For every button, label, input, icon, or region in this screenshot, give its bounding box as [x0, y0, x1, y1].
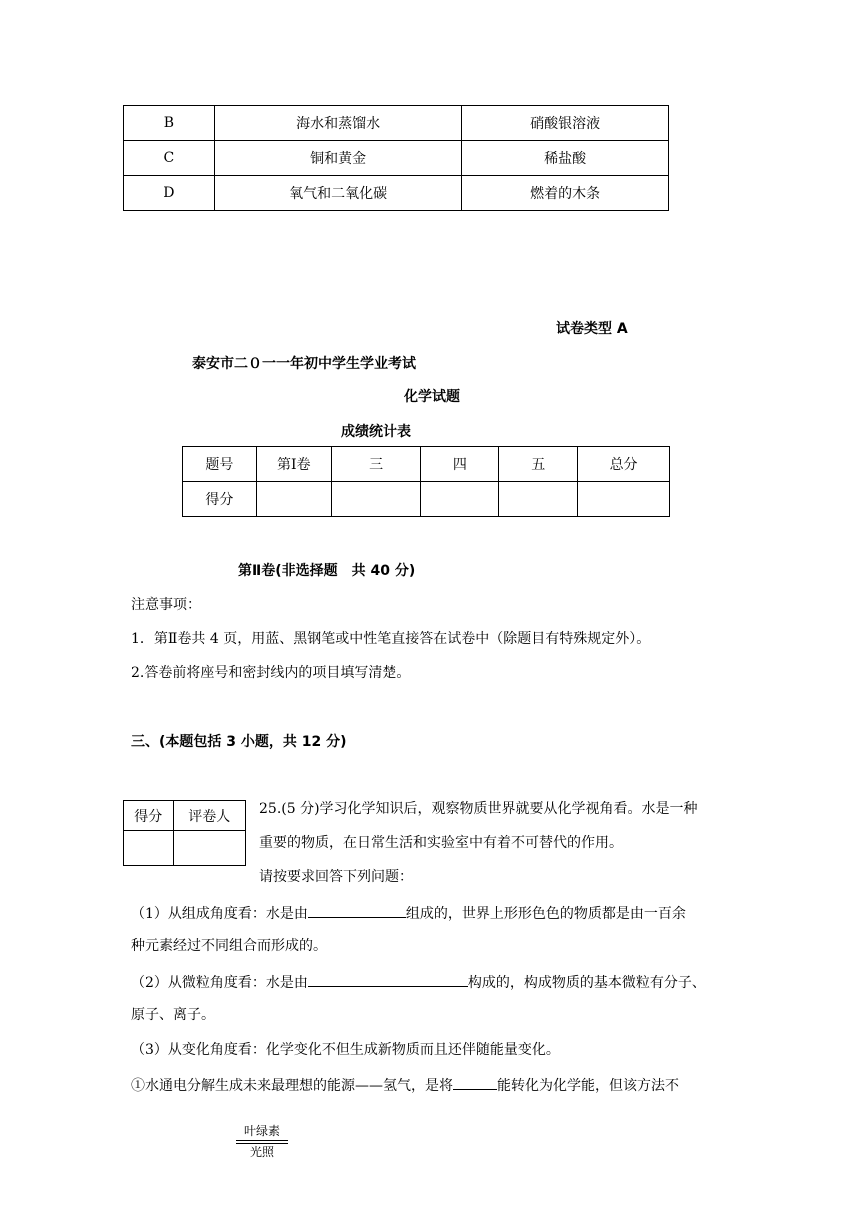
- column-header: 第Ⅰ卷: [256, 447, 331, 482]
- grader-box: [123, 800, 246, 866]
- score-cell[interactable]: [256, 482, 331, 517]
- score-cell[interactable]: [331, 482, 421, 517]
- score-cell[interactable]: [578, 482, 670, 517]
- score-table-title: 成绩统计表: [341, 424, 411, 440]
- column-header: 三: [331, 447, 421, 482]
- q25-clause1: [131, 1073, 679, 1095]
- grader-score-cell[interactable]: [124, 831, 174, 866]
- table-cell: B: [124, 106, 215, 141]
- q25-part1-after: 组成的，世界上形形色色的物质都是由一百余: [405, 906, 686, 922]
- subject-title: 化学试题: [404, 389, 460, 405]
- q25-part2: [131, 970, 706, 992]
- grader-name-label: 评卷人: [173, 801, 245, 831]
- table-row: [183, 447, 670, 482]
- table-cell: 铜和黄金: [214, 141, 462, 176]
- q25-intro-line3: 请按要求回答下列问题：: [259, 869, 413, 885]
- column-header: 四: [421, 447, 499, 482]
- q25-intro-line1: 25.(5 分)学习化学知识后，观察物质世界就要从化学视角看。水是一种: [259, 801, 698, 817]
- section-title: 三、(本题包括 3 小题，共 12 分): [131, 734, 347, 750]
- table-cell: D: [124, 176, 215, 211]
- score-table: [182, 446, 670, 517]
- table-row: [124, 176, 669, 211]
- table-row: [124, 831, 246, 866]
- table-cell: 燃着的木条: [462, 176, 669, 211]
- table-cell: 海水和蒸馏水: [214, 106, 462, 141]
- table-row: [124, 141, 669, 176]
- q25-part1-before: （1）从组成角度看：水是由: [131, 906, 308, 922]
- column-header: 五: [499, 447, 578, 482]
- score-cell[interactable]: [499, 482, 578, 517]
- table-row: [124, 801, 246, 831]
- grader-score-label: 得分: [124, 801, 174, 831]
- q25-part2-after: 构成的，构成物质的基本微粒有分子、: [467, 975, 706, 991]
- score-cell[interactable]: [421, 482, 499, 517]
- paper-type: 试卷类型 A: [556, 321, 628, 337]
- q25-part2-before: （2）从微粒角度看：水是由: [131, 975, 308, 991]
- table-cell: C: [124, 141, 215, 176]
- condition-arrow: [236, 1140, 288, 1144]
- answer-blank[interactable]: [308, 901, 406, 918]
- notice-item-2: 2.答卷前将座号和密封线内的项目填写清楚。: [131, 665, 411, 681]
- row-label: 得分: [183, 482, 257, 517]
- q25-intro-line2: 重要的物质，在日常生活和实验室中有着不可替代的作用。: [259, 835, 623, 851]
- column-header: 总分: [578, 447, 670, 482]
- q25-part1: [131, 901, 686, 923]
- q25-clause1-after: 能转化为化学能，但该方法不: [497, 1078, 679, 1094]
- part2-title: 第Ⅱ卷(非选择题 共 40 分): [238, 563, 416, 579]
- q25-clause1-before: ①水通电分解生成未来最理想的能源——氢气，是将: [131, 1078, 453, 1094]
- q25-part1-line2: 种元素经过不同组合而形成的。: [131, 938, 327, 954]
- table-cell: 氧气和二氧化碳: [214, 176, 462, 211]
- notice-item-1: 1．第Ⅱ卷共 4 页，用蓝、黑钢笔或中性笔直接答在试卷中（除题目有特殊规定外）。: [131, 631, 651, 647]
- choice-table: [123, 105, 669, 211]
- answer-blank[interactable]: [453, 1073, 497, 1090]
- table-cell: 硝酸银溶液: [462, 106, 669, 141]
- notice-heading: 注意事项：: [131, 597, 201, 613]
- column-header: 题号: [183, 447, 257, 482]
- q25-part2-line2: 原子、离子。: [131, 1007, 215, 1023]
- reaction-condition: [236, 1124, 288, 1160]
- condition-top: 叶绿素: [243, 1124, 280, 1138]
- table-row: [183, 482, 670, 517]
- answer-blank[interactable]: [308, 970, 468, 987]
- exam-title: 泰安市二０一一年初中学生学业考试: [192, 356, 416, 372]
- table-row: [124, 106, 669, 141]
- q25-part3: （3）从变化角度看：化学变化不但生成新物质而且还伴随能量变化。: [131, 1042, 560, 1058]
- grader-name-cell[interactable]: [173, 831, 245, 866]
- condition-bottom: 光照: [249, 1145, 274, 1159]
- table-cell: 稀盐酸: [462, 141, 669, 176]
